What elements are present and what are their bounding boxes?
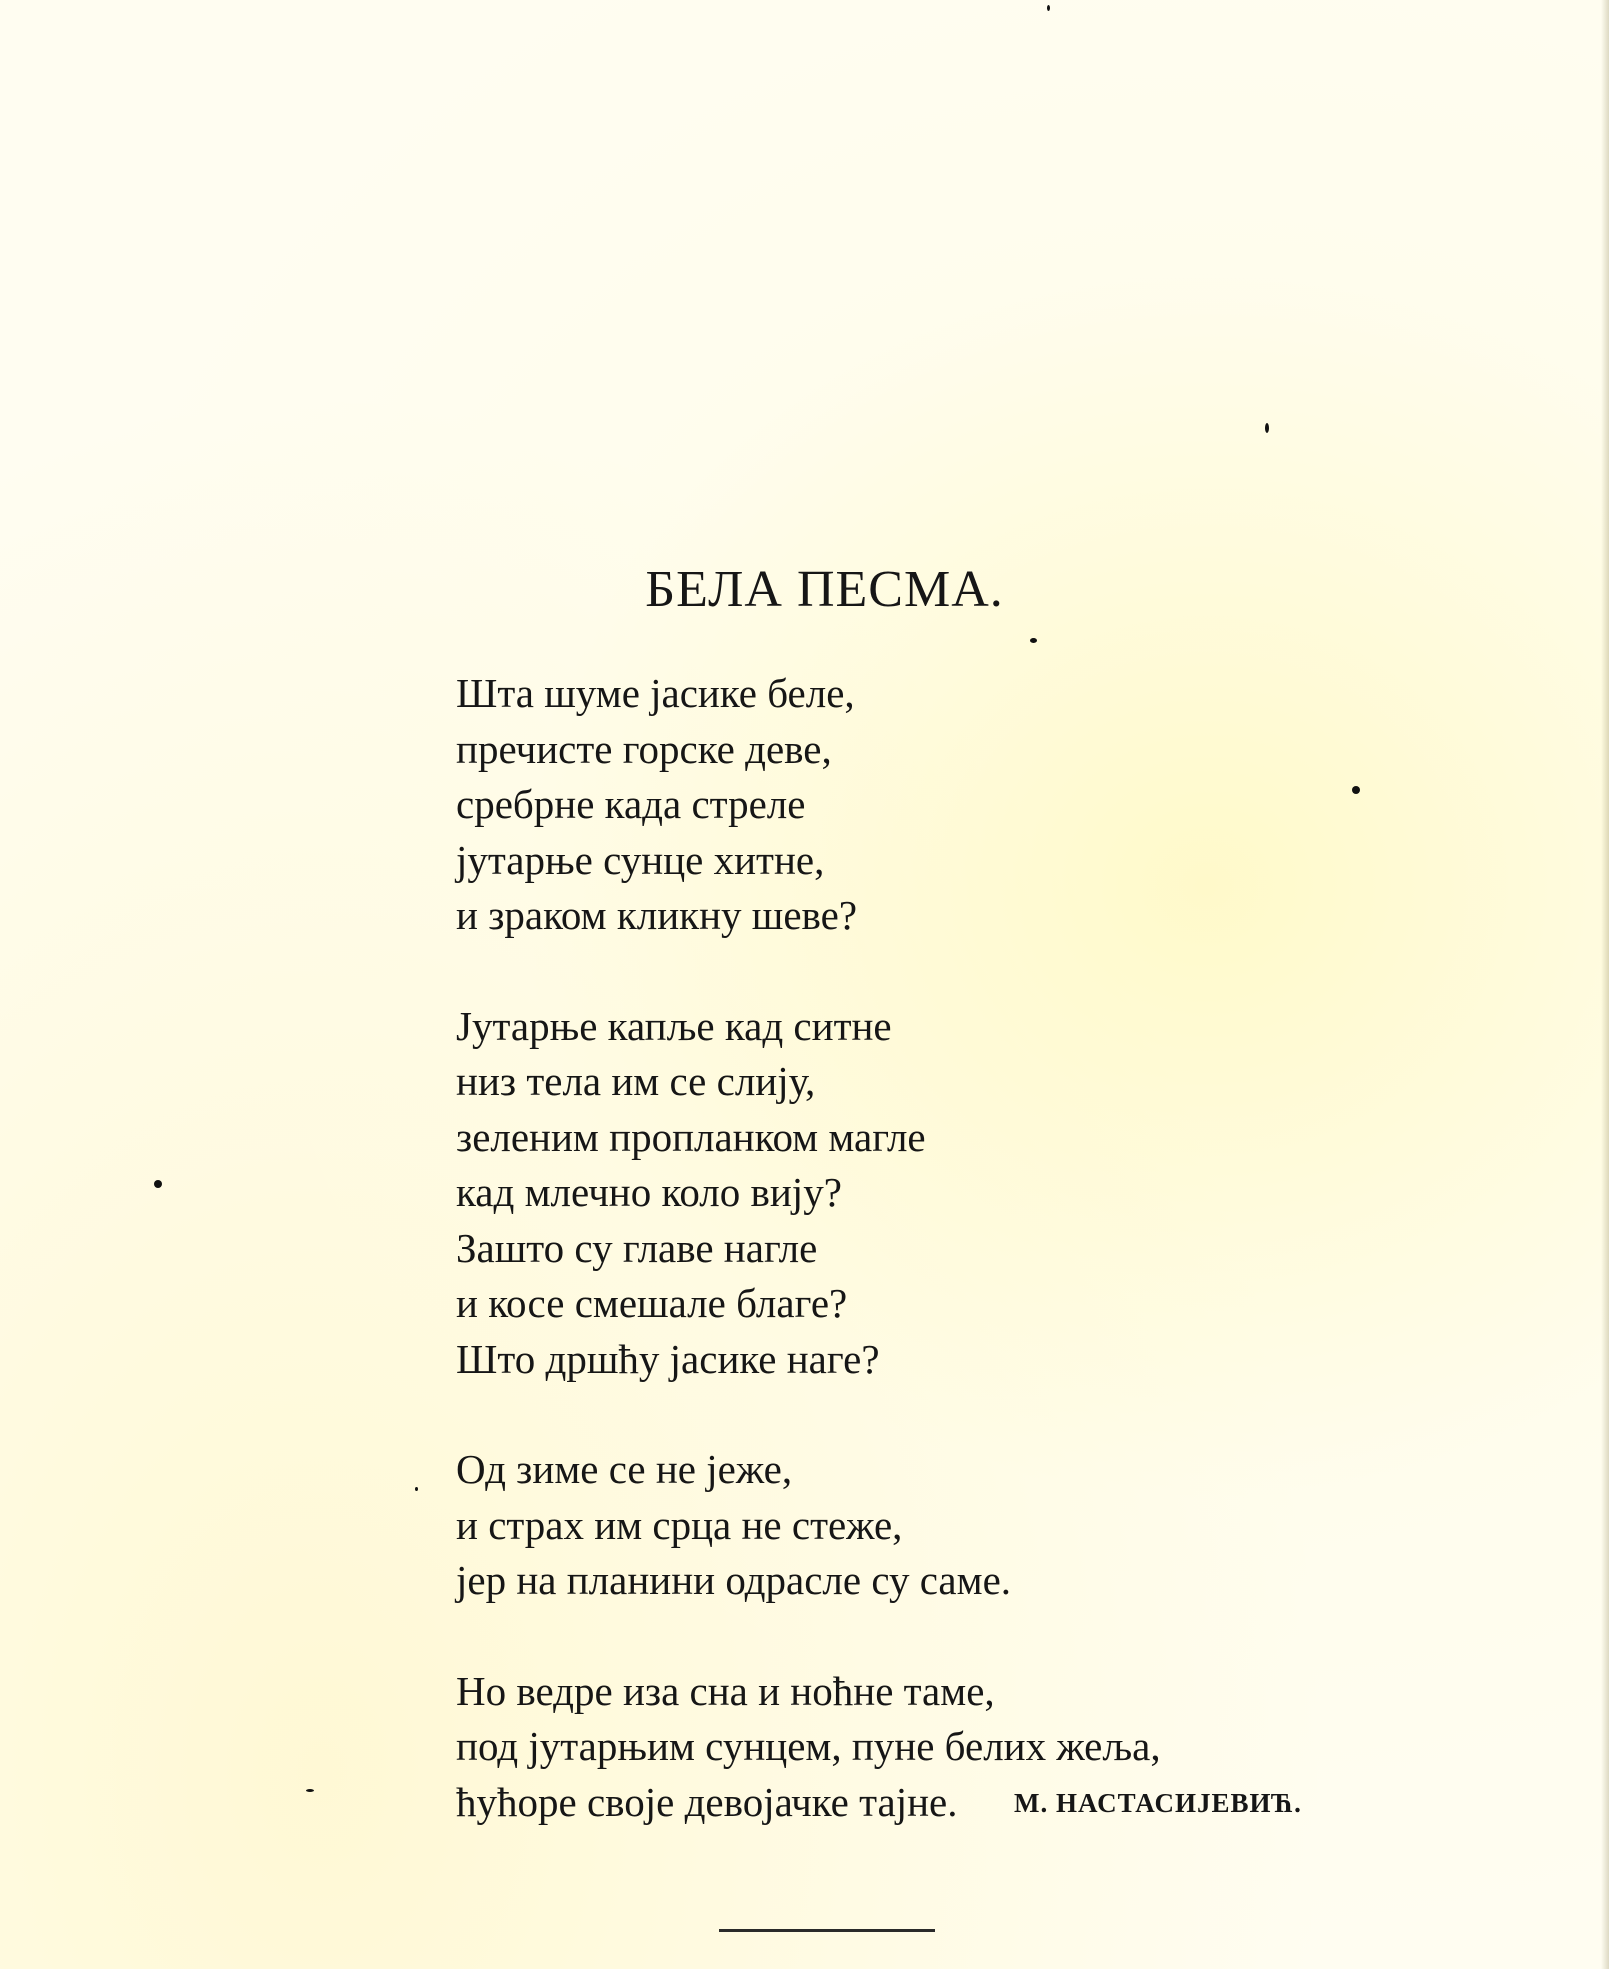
page-edge-shadow [1601,0,1609,1969]
poem-line: ћућоре своје девојачке тајне. [456,1778,958,1825]
poem-line: јутарње сунце хитне, [456,836,825,883]
ink-speck [1265,423,1269,433]
poem-line: сребрне када стреле [456,781,806,827]
poem-line: Од зиме се не јеже, [456,1446,793,1492]
poem-line: под јутарњим сунцем, пуне белих жеља, [456,1723,1161,1769]
ink-speck [1352,786,1360,794]
ink-speck [1047,5,1050,11]
bottom-divider [719,1929,935,1932]
poem-line: Зашто су главе нагле [456,1224,818,1271]
poem-line: и косе смешале благе? [456,1280,848,1326]
stanza-3 [456,1442,1161,1609]
stanza-2 [456,999,1161,1388]
ink-speck [415,1487,418,1491]
poem-line: Што дршћу јасике наге? [456,1335,880,1382]
poem-body [456,666,1161,1830]
poem-line: кад млечно коло вију? [456,1169,842,1215]
poem-line: и зраком кликну шеве? [456,892,858,938]
poem-line: пречисте горске деве, [456,725,832,772]
poem-title: БЕЛА ПЕСМА. [645,561,1004,618]
poem-line: Јутарње капље кад ситне [456,1002,892,1049]
poem-line: Шта шуме јасике беле, [456,670,855,716]
ink-speck [154,1180,162,1188]
poem-line: Но ведре иза сна и ноћне таме, [456,1667,995,1714]
ink-speck [1030,638,1037,643]
poem-line: јер на планини одрасле су саме. [456,1557,1012,1603]
poem-line: низ тела им се слију, [456,1058,816,1104]
ink-speck [306,1789,314,1792]
author-signature: М. НАСТАСИЈЕВИЋ. [1014,1788,1302,1818]
poem-line: и страх им срца не стеже, [456,1501,903,1548]
poem-line: зеленим пропланком магле [456,1113,926,1160]
stanza-1 [456,666,1161,944]
